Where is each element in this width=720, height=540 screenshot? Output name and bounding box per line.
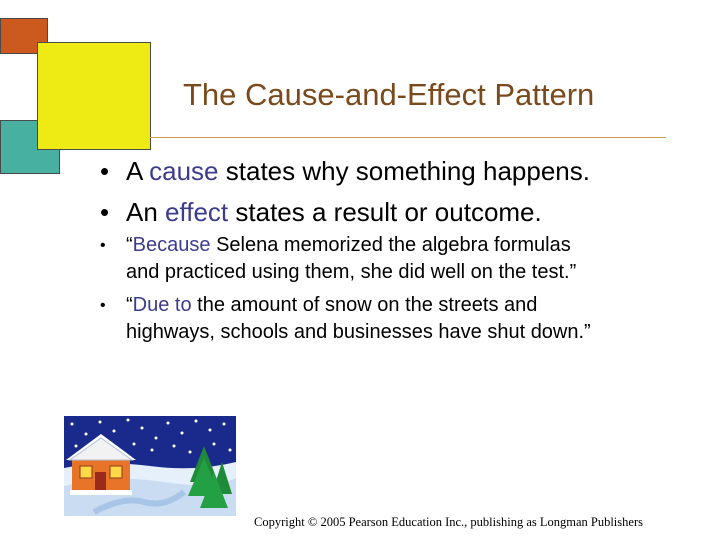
open-quote: “: [126, 294, 133, 316]
definition-effect: [100, 192, 590, 233]
slide-title: The Cause-and-Effect Pattern: [183, 77, 595, 112]
definition-prefix: A: [126, 156, 150, 186]
definition-list: [100, 151, 590, 233]
example-list: [100, 232, 591, 352]
term-effect: effect: [165, 197, 229, 227]
snowy-house-illustration: [64, 416, 236, 516]
example-text: the amount of snow on the streets and: [191, 294, 538, 316]
example-because: [100, 232, 591, 286]
definition-cause: [100, 151, 590, 192]
open-quote: “: [126, 234, 133, 256]
copyright-notice: Copyright © 2005 Pearson Education Inc., publishing as Longman Publishers: [254, 515, 643, 529]
signal-word-due-to: Due to: [132, 294, 192, 316]
example-text-continued: highways, schools and businesses have shut down.”: [126, 321, 591, 343]
definition-text: states why something happens.: [218, 156, 590, 186]
signal-word-because: Because: [132, 234, 211, 256]
decorative-yellow-square: [37, 42, 151, 150]
example-text-continued: and practiced using them, she did well on the test.”: [126, 261, 577, 283]
definition-prefix: An: [126, 197, 166, 227]
title-divider: [150, 137, 666, 138]
term-cause: cause: [149, 156, 219, 186]
example-text: Selena memorized the algebra formulas: [210, 234, 571, 256]
example-due-to: [100, 292, 591, 346]
definition-text: states a result or outcome.: [228, 197, 542, 227]
